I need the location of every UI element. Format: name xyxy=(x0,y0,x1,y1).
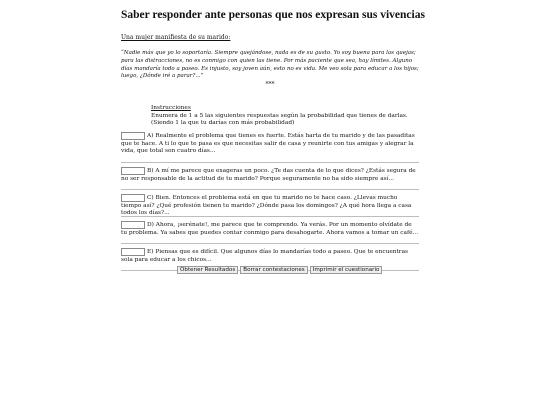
get-results-button[interactable]: Obtener Resultados xyxy=(177,266,238,274)
separator-stars: *** xyxy=(265,81,275,88)
case-subtitle: Una mujer manifiesta de su marido: xyxy=(121,34,231,41)
option-a-text: A) Realmente el problema que tienes es fuerte. Estás harta de tu marido y de las pasaditas que te hace. A ti lo que te pasa es que necesitas salir de casa y reunirte con tus amigas y alegrar la vida, que total son cuatro días... xyxy=(121,133,415,155)
instructions-title: Instrucciones xyxy=(151,105,191,111)
case-quote: “Nadie más que yo lo soportaría. Siempre quejándose, nada es de su gusto. Yo soy buena para las quejas; para las distracciones, no es conmigo con quien las tiene. Por más paciente que sea, hay límites. Alguno días mandaría todo a paseo. Es injusto, soy joven aún, esto no es vida. Me veo sola para educar a los hijos; luego, ¿Dónde iré a parar?...” xyxy=(121,50,419,80)
clear-answers-button[interactable]: Borrar contestaciones xyxy=(240,266,307,274)
option-d-text: D) Ahora, ¡serénate!, me parece que te comprendo. Ya verás. Por un momento olvídate de tu problema. Ya sabes que puedes contar conmigo para desahogarte. Ahora vamos a tomar un café... xyxy=(121,222,419,236)
instructions-line-2: (Siendo 1 la que tu darías con más probabilidad) xyxy=(151,120,295,127)
option-e-rank-input[interactable] xyxy=(121,248,145,256)
option-c-text: C) Bien. Entonces el problema está en que tu marido no te hace caso. ¿Llevas mucho tiempo así? ¿Qué profesión tienen tu marido? ¿Dónde pasa los domingos? ¿A qué hora llega a casa todos los días?... xyxy=(121,195,412,217)
answer-options xyxy=(121,131,419,274)
option-b xyxy=(121,166,419,190)
print-questionnaire-button[interactable]: Imprimir el cuestionario xyxy=(310,266,383,274)
option-c-rank-input[interactable] xyxy=(121,194,145,202)
instructions-block xyxy=(151,105,419,128)
option-e-text: E) Piensas que es difícil. Que algunos días lo mandarías todo a paseo. Que te encuentras sola para educar a los chicos... xyxy=(121,249,409,263)
instructions-line-1: Enumera de 1 a 5 las siguientes respuestas según la probabilidad que tienes de darlas. xyxy=(151,112,408,119)
option-b-rank-input[interactable] xyxy=(121,167,145,175)
page-title: Saber responder ante personas que nos expresan sus vivencias xyxy=(121,9,425,21)
option-d xyxy=(121,220,419,244)
option-a-rank-input[interactable] xyxy=(121,132,145,140)
action-buttons xyxy=(177,266,417,274)
option-a xyxy=(121,131,419,163)
option-d-rank-input[interactable] xyxy=(121,221,145,229)
option-b-text: B) A mí me parece que exageras un poco. ¿Te das cuenta de lo que dices? ¿Estás segura de no ser responsable de la actitud de tu marido? Porque seguramente no ha sido siempre así... xyxy=(121,168,416,182)
option-c xyxy=(121,193,419,217)
